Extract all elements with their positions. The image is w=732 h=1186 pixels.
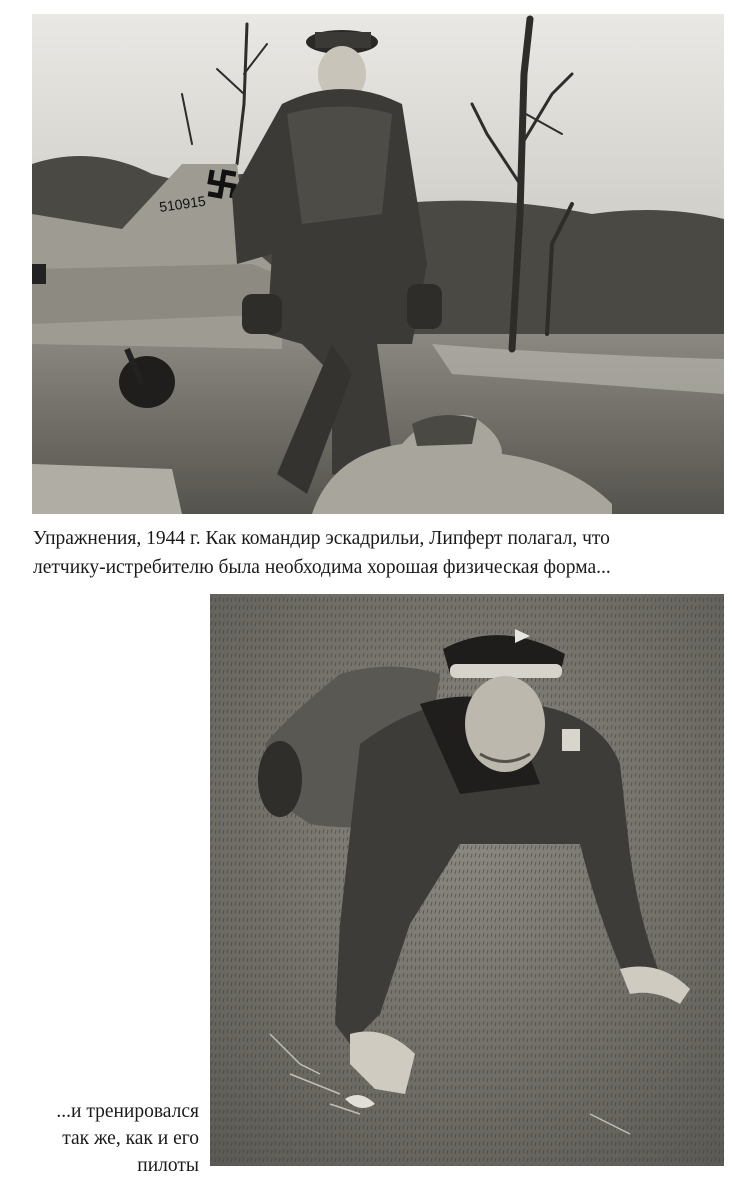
photo-bottom [210,594,724,1166]
caption-bottom-line-1: ...и тренировался [56,1101,199,1122]
caption-top-line-1: Упражнения, 1944 г. Как командир эскадрильи, Липферт полагал, что [33,528,610,549]
caption-top [33,524,725,582]
caption-bottom-line-3: пилоты [137,1155,199,1176]
caption-top-line-2: летчику-истребителю была необходима хорошая физическая форма... [33,557,611,578]
caption-bottom-line-2: так же, как и его [62,1128,199,1149]
photo-top [32,14,724,514]
caption-bottom [0,1098,199,1179]
aircraft-marking: 510915 [158,192,207,215]
photo-bottom-image [210,594,724,1166]
photo-top-image [32,14,724,514]
